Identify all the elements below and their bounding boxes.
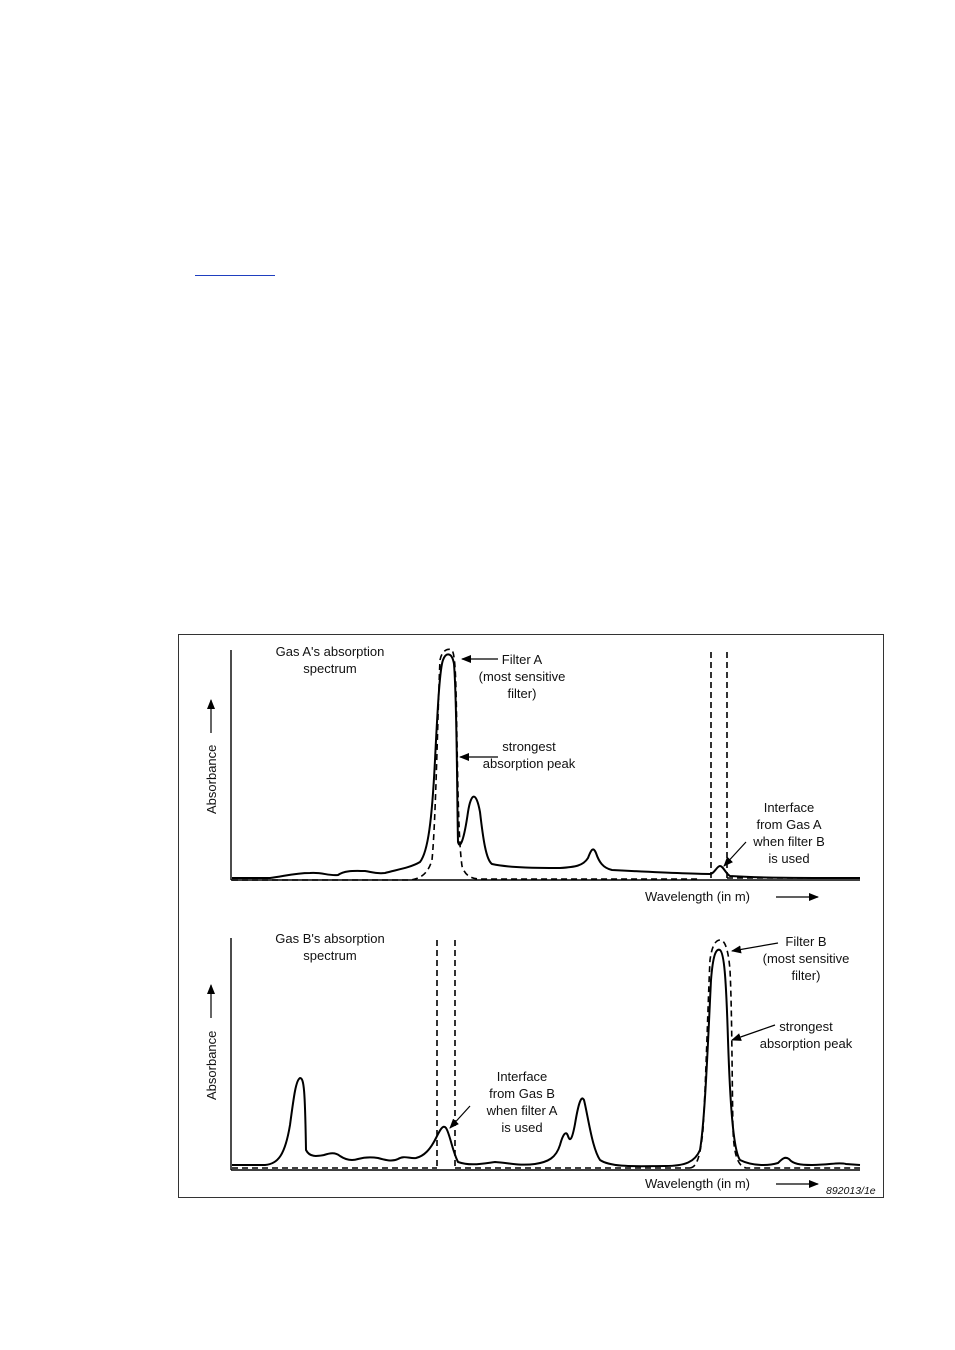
top-spectrum-panel [204,644,860,904]
filter-a-callout-line3: filter) [507,686,537,701]
top-y-axis-label: Absorbance [204,744,219,814]
filter-b-callout-line3: filter) [791,968,821,983]
filter-b-bandpass [690,940,860,1168]
bottom-spectrum-panel [204,931,876,1197]
top-interface-callout-line2: from Gas A [756,817,822,832]
top-interface-callout-line1: Interface [763,800,815,815]
bottom-y-axis-label: Absorbance [204,1030,219,1100]
top-interface-callout-line4: is used [768,851,810,866]
bottom-interface-callout-line3: when filter A [486,1103,558,1118]
bottom-interface-callout-line2: from Gas B [489,1086,555,1101]
gas-b-spectrum-curve [232,950,860,1167]
bottom-interface-callout-arrow-icon [450,1106,470,1128]
top-peak-callout-line2: absorption peak [482,756,576,771]
bottom-panel-title-line2: spectrum [303,948,357,963]
bottom-peak-callout-line2: absorption peak [759,1036,853,1051]
top-panel-title-line1: Gas A's absorption [275,644,385,659]
filter-b-callout-line1: Filter B [785,934,827,949]
bottom-interface-callout-line4: is used [501,1120,543,1135]
top-x-axis-label: Wavelength (in m) [645,889,750,904]
bottom-interface-callout-line1: Interface [496,1069,548,1084]
bottom-peak-callout-line1: strongest [779,1019,833,1034]
top-panel-title-line2: spectrum [303,661,357,676]
filter-b-callout-arrow-icon [732,943,778,951]
filter-b-callout-line2: (most sensitive [762,951,850,966]
filter-a-callout-line1: Filter A [501,652,543,667]
filter-a-callout-line2: (most sensitive [478,669,566,684]
figure-reference-code: 892013/1e [826,1185,876,1197]
filter-a-bandpass [232,649,700,880]
top-interface-callout-line3: when filter B [753,834,825,849]
bottom-panel-title-line1: Gas B's absorption [275,931,385,946]
top-peak-callout-line1: strongest [502,739,556,754]
bottom-x-axis-label: Wavelength (in m) [645,1176,750,1191]
